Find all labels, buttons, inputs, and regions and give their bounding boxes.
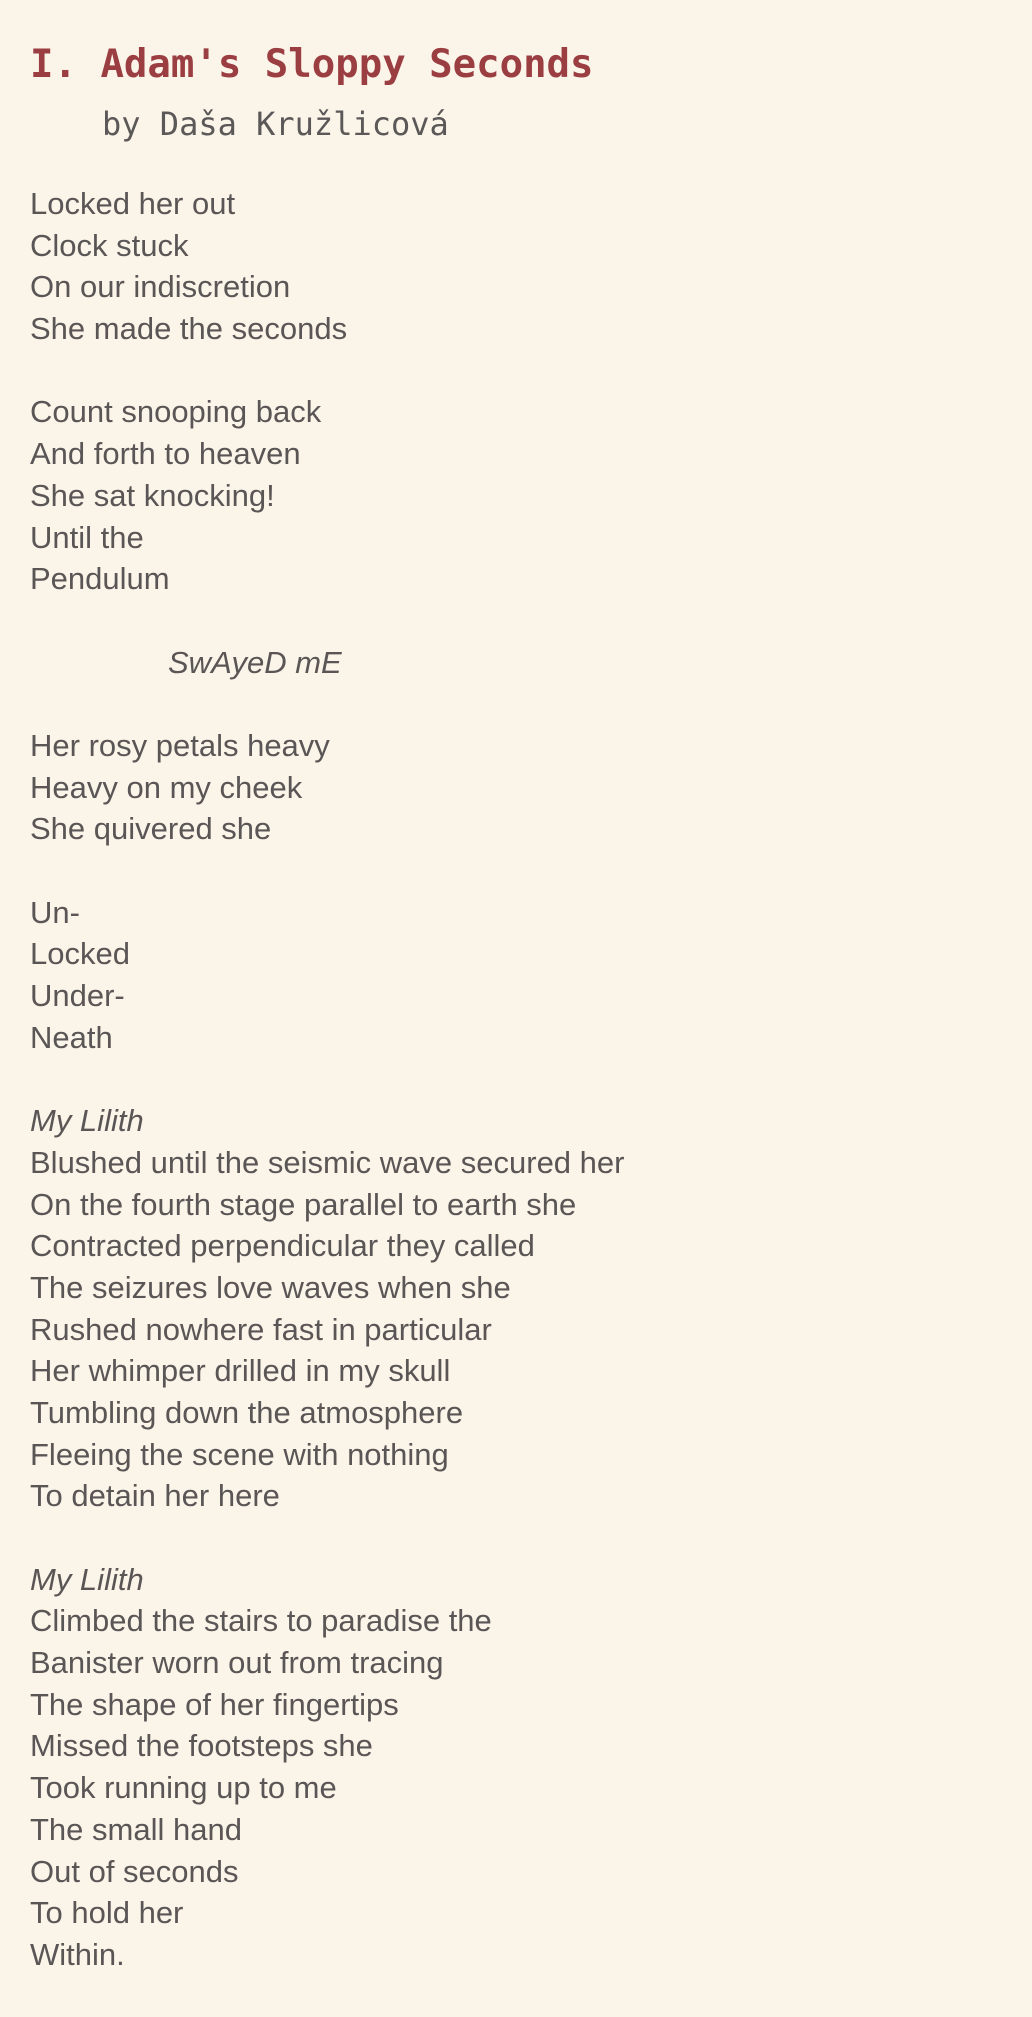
- poem-line: Took running up to me: [30, 1770, 337, 1806]
- poem-line: On the fourth stage parallel to earth she: [30, 1186, 577, 1222]
- stanza-6: [30, 1100, 1010, 1517]
- poem-line: Heavy on my cheek: [30, 769, 303, 805]
- poem-line: To hold her: [30, 1895, 184, 1931]
- poem-line-italic: My Lilith: [30, 1103, 144, 1139]
- poem-line: On our indiscretion: [30, 269, 291, 305]
- poem-line: The shape of her fingertips: [30, 1686, 399, 1722]
- poem-line: She made the seconds: [30, 311, 348, 347]
- poem-line: Her rosy petals heavy: [30, 727, 330, 763]
- poem-line: Missed the footsteps she: [30, 1728, 373, 1764]
- poem-line: Blushed until the seismic wave secured her: [30, 1144, 625, 1180]
- poem-line: Fleeing the scene with nothing: [30, 1436, 449, 1472]
- poem-line: Un-: [30, 894, 80, 930]
- poem-line: The small hand: [30, 1811, 242, 1847]
- poem-line-italic: My Lilith: [30, 1561, 144, 1597]
- poem-line: Tumbling down the atmosphere: [30, 1394, 464, 1430]
- poem-line: To detain her here: [30, 1478, 280, 1514]
- poem-line: Banister worn out from tracing: [30, 1645, 444, 1681]
- poem-line: And forth to heaven: [30, 436, 301, 472]
- poem-line: Her whimper drilled in my skull: [30, 1353, 451, 1389]
- poem-line-indented: SwAyeD mE: [168, 644, 342, 680]
- stanza-4: [30, 725, 1010, 850]
- poem-line: Locked: [30, 936, 130, 972]
- poem-line: Neath: [30, 1019, 113, 1055]
- stanza-7: [30, 1559, 1010, 1976]
- poem-line: Until the: [30, 519, 144, 555]
- poem-title: I. Adam's Sloppy Seconds: [30, 42, 594, 87]
- poem-line: Within.: [30, 1936, 125, 1972]
- poem-line: Out of seconds: [30, 1853, 239, 1889]
- poem-line: Climbed the stairs to paradise the: [30, 1603, 492, 1639]
- poem-page: [30, 40, 1010, 2017]
- poem-line: Pendulum: [30, 561, 170, 597]
- poem-line: The seizures love waves when she: [30, 1269, 511, 1305]
- poem-body: [30, 183, 1010, 1976]
- stanza-5: [30, 892, 1010, 1059]
- poem-line: Count snooping back: [30, 394, 322, 430]
- poem-line: Clock stuck: [30, 227, 189, 263]
- stanza-3: [30, 642, 1010, 684]
- poem-byline: by Daša Kružlicová: [102, 105, 449, 143]
- poem-line: She sat knocking!: [30, 477, 275, 513]
- stanza-2: [30, 391, 1010, 599]
- poem-line: She quivered she: [30, 811, 272, 847]
- poem-line: Under-: [30, 978, 125, 1014]
- stanza-1: [30, 183, 1010, 350]
- poem-line: Contracted perpendicular they called: [30, 1228, 535, 1264]
- poem-line: Locked her out: [30, 186, 236, 221]
- poem-line: Rushed nowhere fast in particular: [30, 1311, 492, 1347]
